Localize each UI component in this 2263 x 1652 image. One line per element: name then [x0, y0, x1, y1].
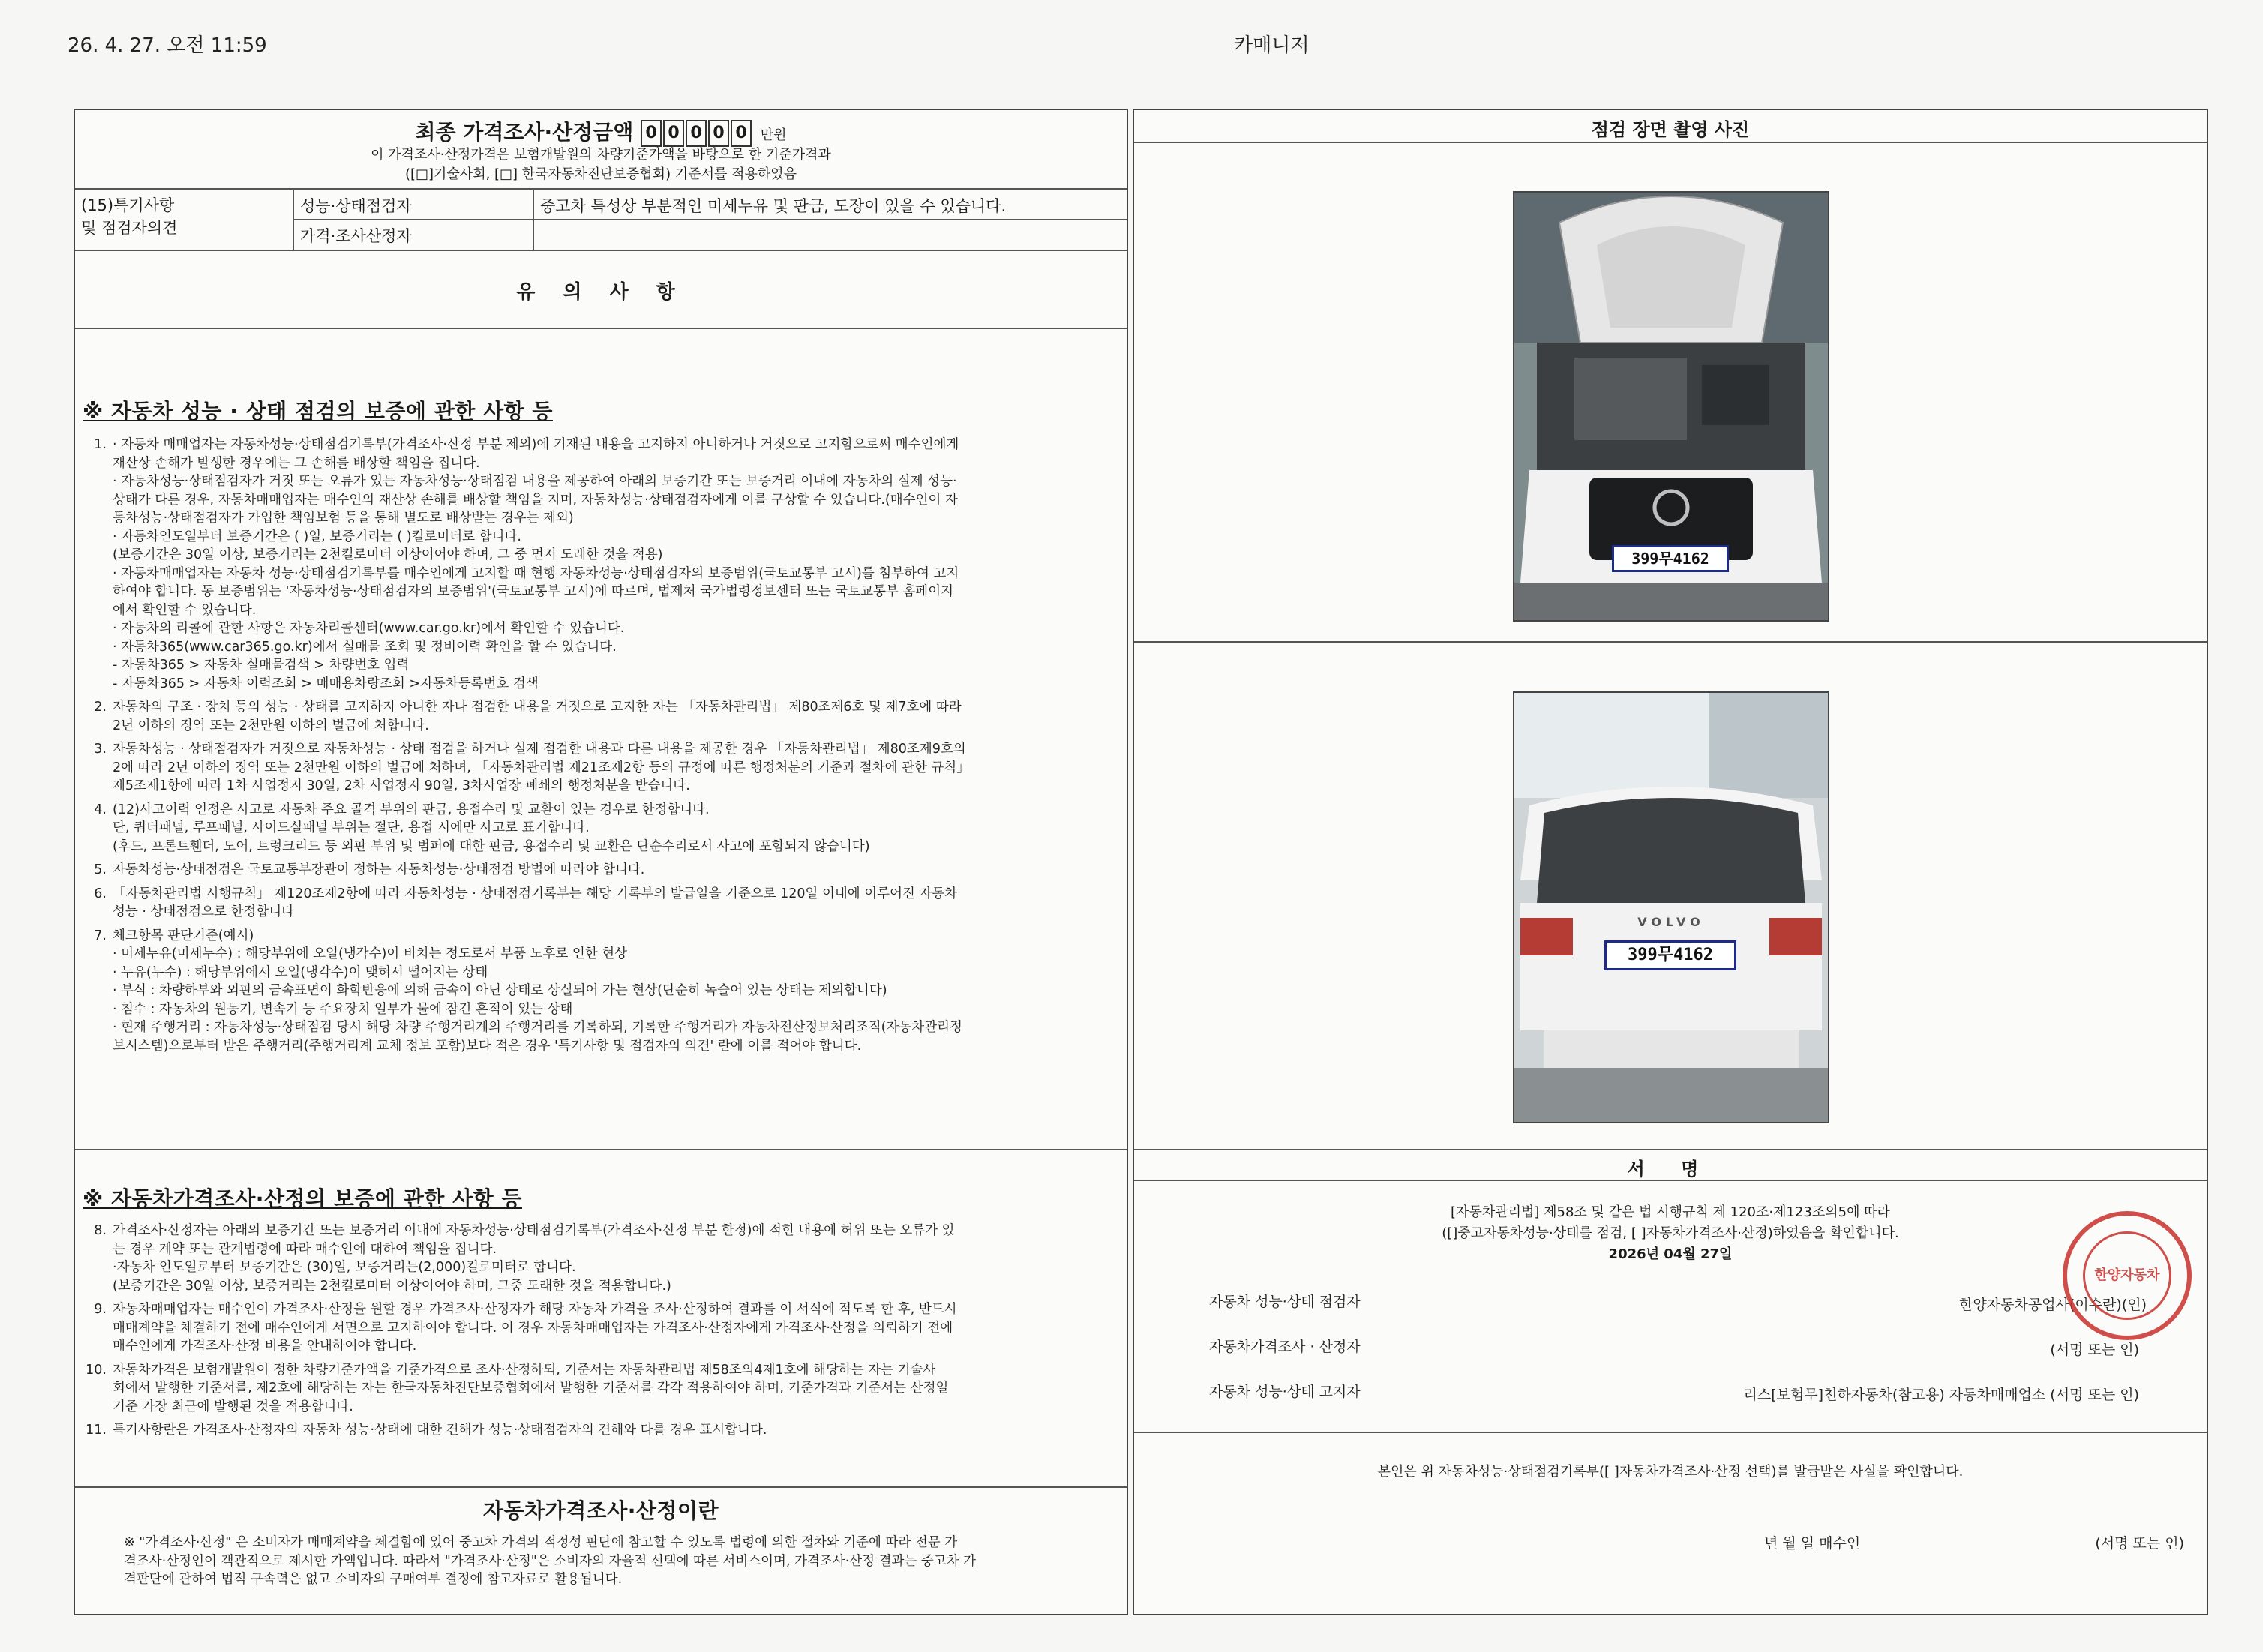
- special-remarks-label: (15)특기사항 및 점검자의견: [81, 196, 178, 237]
- notice-line: 기준 가장 최근에 발행된 것을 적용합니다.: [113, 1399, 353, 1414]
- notice-item-number: 9.: [94, 1302, 107, 1317]
- notice-line: 동차성능·상태점검자가 가입한 책임보험 등을 통해 별도로 배상받는 경우는 제외): [113, 511, 574, 526]
- notice-line: 회에서 발행한 기준서를, 제2호에 해당하는 자는 한국자동차진단보증협회에서 발행한 기준서를 각각 적용하여야 하며, 기준가격과 기준서는 산정일: [113, 1381, 949, 1396]
- notice-item-number: 2.: [94, 700, 107, 715]
- notice-line: · 자동차인도일부터 보증기간은 ( )일, 보증거리는 ( )킬로미터로 합니다.: [113, 529, 521, 544]
- notice-line: 상태가 다른 경우, 자동차매매업자는 매수인의 재산상 손해를 배상할 책임을 지며, 자동차성능·상태점검자에게 이를 구상할 수 있습니다.(매수인이 자: [113, 492, 958, 508]
- price-digit-box: 0: [663, 120, 684, 147]
- photo-section-title: 점검 장면 촬영 사진: [1591, 119, 1750, 140]
- price-digit-box: 0: [708, 120, 729, 147]
- notice-line: · 자동차 매매업자는 자동차성능·상태점검기록부(가격조사·산정 부분 제외)에 기재된 내용을 고지하지 아니하거나 거짓으로 고지함으로써 매수인에게: [113, 437, 959, 452]
- notifier-sign-label: 자동차 성능·상태 고지자: [1209, 1384, 1361, 1400]
- rear-license-plate: 399무4162: [1604, 940, 1736, 970]
- notice-item-number: 7.: [94, 928, 107, 943]
- final-price-unit: 만원: [760, 127, 787, 143]
- notice-line: (보증기간은 30일 이상, 보증거리는 2천킬로미터 이상이어야 하며, 그 중 먼저 도래한 것을 적용): [113, 547, 663, 562]
- notice-line: ·자동차 인도일로부터 보증기간은 (30)일, 보증거리는(2,000)킬로미터로 합니다.: [113, 1260, 576, 1275]
- rear-badge-text: VOLVO: [1637, 915, 1705, 929]
- notice-item-number: 6.: [94, 886, 107, 901]
- notice-line: 매수인에게 가격조사·산정 비용을 안내하여야 합니다.: [113, 1339, 417, 1354]
- site-title: 카매니저: [1234, 34, 1310, 57]
- law-line1: [자동차관리법] 제58조 및 같은 법 시행규칙 제 120조·제123조의5에 따라: [1451, 1204, 1890, 1220]
- notice-line: 재산상 손해가 발생한 경우에는 그 손해를 배상할 책임을 집니다.: [113, 455, 480, 471]
- section3-text: [124, 1534, 1097, 1589]
- price-digit-box: 0: [641, 120, 662, 147]
- notice-line: (보증기간은 30일 이상, 보증거리는 2천킬로미터 이상이어야 하며, 그중 도래한 것을 적용합니다.): [113, 1278, 671, 1294]
- section3-line: ※ "가격조사·산정" 은 소비자가 매매계약을 체결함에 있어 중고차 가격의 적정성 판단에 참고할 수 있도록 법령에 의한 절차와 기준에 따라 전문 가: [124, 1535, 958, 1550]
- notice-line: 성능 · 상태점검으로 한정합니다: [113, 904, 295, 919]
- front-engine-photo: [1513, 191, 1829, 622]
- notice-line: 하여야 합니다. 동 보증범위는 '자동차성능·상태점검자의 보증범위'(국토교통부 고시)에 따르며, 법제처 국가법령정보센터 또는 국토교통부 홈페이지: [113, 584, 954, 599]
- notice-line: · 침수 : 자동차의 원동기, 변속기 등 주요장치 일부가 물에 잠긴 흔적이 있는 상태: [113, 1001, 573, 1017]
- section3-line: 격조사·산정인이 객관적으로 제시한 가액입니다. 따라서 "가격조사·산정"은 소비자의 자율적 선택에 따른 서비스이며, 가격조사·산정 결과는 중고차 가: [124, 1553, 977, 1569]
- notice-item-number: 5.: [94, 862, 107, 877]
- notice-line: 2년 이하의 징역 또는 2천만원 이하의 벌금에 처합니다.: [113, 718, 429, 733]
- buyer-date-label: 년 월 일 매수인: [1764, 1535, 1861, 1552]
- law-line2: ([]중고자동차성능·상태를 점검, [ ]자동차가격조사·산정)하였음을 확인합니다.: [1442, 1225, 1899, 1241]
- section3-heading: 자동차가격조사·산정이란: [482, 1498, 719, 1523]
- notice-line: · 미세누유(미세누수) : 해당부위에 오일(냉각수)이 비치는 정도로서 부품 노후로 인한 현상: [113, 946, 628, 961]
- notice-line: · 부식 : 차량하부와 외판의 금속표면이 화학반응에 의해 금속이 아닌 상태로 상실되어 가는 현상(단순히 녹슬어 있는 상태는 제외합니다): [113, 983, 887, 998]
- notice-line: (12)사고이력 인정은 사고로 자동차 주요 골격 부위의 판금, 용접수리 및 교환이 있는 경우로 한정합니다.: [113, 802, 710, 817]
- notice-line: 자동차의 구조 · 장치 등의 성능 · 상태를 고지하지 아니한 자나 점검한 내용을 거짓으로 고지한 자는 「자동차관리법」 제80조제6호 및 제7호에 따라: [113, 700, 962, 715]
- inspector-remark: 중고차 특성상 부분적인 미세누유 및 판금, 도장이 있을 수 있습니다.: [540, 197, 1007, 215]
- price-assessor-sign-label: 자동차가격조사 · 산정자: [1209, 1339, 1361, 1355]
- notifier-sign-value: 리스[보험무]천하자동차(참고용) 자동차매매업소 (서명 또는 인): [1743, 1387, 2139, 1403]
- notice-line: 는 경우 계약 또는 관계법령에 따라 매수인에 대하여 책임을 집니다.: [113, 1241, 497, 1257]
- final-price-label: 최종 가격조사·산정금액: [415, 120, 634, 145]
- notice-item-number: 10.: [86, 1362, 107, 1378]
- notice-line: 체크항목 판단기준(예시): [113, 928, 254, 943]
- notice-line: · 자동차의 리콜에 관한 사항은 자동차리콜센터(www.car.go.kr)에서 확인할 수 있습니다.: [113, 621, 625, 636]
- notice-line: · 누유(누수) : 해당부위에서 오일(냉각수)이 맺혀서 떨어지는 상태: [113, 964, 488, 980]
- seal-inner: [2083, 1231, 2171, 1320]
- price-assessor-sign-value: (서명 또는 인): [2050, 1342, 2139, 1358]
- notice-line: 2에 따라 2년 이하의 징역 또는 2천만원 이하의 벌금에 처하며, 「자동차관리법 제21조제2항 등의 규정에 따른 행정처분의 기준과 절차에 관한 규칙」: [113, 760, 970, 775]
- notice-item-number: 1.: [94, 437, 107, 452]
- notice-line: 제5조제1항에 따라 1차 사업정지 30일, 2차 사업정지 90일, 3차사업장 폐쇄의 행정처분을 받습니다.: [113, 778, 690, 793]
- notice-line: 보시스템)으로부터 받은 주행거리(주행거리계 교체 정보 포함)보다 적은 경우 '특기사항 및 점검자의 의견' 란에 이를 적어야 합니다.: [113, 1038, 862, 1054]
- inspector-sign-label: 자동차 성능·상태 점검자: [1209, 1294, 1361, 1310]
- price-basis-line1: 이 가격조사·산정가격은 보험개발원의 차량기준가액을 바탕으로 한 기준가격과: [371, 147, 831, 163]
- price-basis-line2: ([□]기술사회, [□] 한국자동차진단보증협회) 기준서를 적용하였음: [404, 166, 797, 182]
- notice-line: 에서 확인할 수 있습니다.: [113, 602, 257, 618]
- right-panel: [1133, 109, 2208, 1615]
- section1-heading: ※ 자동차 성능 · 상태 점검의 보증에 관한 사항 등: [83, 399, 553, 424]
- notice-line: · 현재 주행거리 : 자동차성능·상태점검 당시 해당 차량 주행거리계의 주행거리를 기록하되, 기록한 주행거리가 자동차전산정보처리조직(자동차관리정: [113, 1020, 962, 1035]
- final-price-digits: [641, 120, 761, 145]
- notice-line: 가격조사·산정자는 아래의 보증기간 또는 보증거리 이내에 자동차성능·상태점검기록부(가격조사·산정 부분 한정)에 적힌 내용에 허위 또는 오류가 있: [113, 1223, 955, 1238]
- sign-date: 2026년 04월 27일: [1608, 1246, 1733, 1262]
- notice-line: 자동차매매업자는 매수인이 가격조사·산정을 원할 경우 가격조사·산정자가 해당 자동차 가격을 조사·산정하여 결과를 이 서식에 적도록 한 후, 반드시: [113, 1302, 957, 1317]
- company-seal: [2063, 1211, 2192, 1340]
- notice-item-number: 4.: [94, 802, 107, 817]
- notice-title: 유 의 사 항: [516, 281, 686, 304]
- price-digit-box: 0: [686, 120, 707, 147]
- buyer-sign-value: (서명 또는 인): [2095, 1535, 2184, 1552]
- notice-line: · 자동차성능·상태점검자가 거짓 또는 오류가 있는 자동차성능·상태점검 내용을 제공하여 아래의 보증기간 또는 보증거리 이내에 자동차의 실제 성능·: [113, 474, 957, 489]
- notice-line: · 자동차365(www.car365.go.kr)에서 실매물 조회 및 정비이력 확인을 할 수 있습니다.: [113, 639, 617, 655]
- print-datetime: 26. 4. 27. 오전 11:59: [68, 34, 267, 57]
- notice-line: (후드, 프론트휀더, 도어, 트렁크리드 등 외판 부위 및 범퍼에 대한 판금, 용접수리 및 교환은 단순수리로서 사고에 포함되지 않습니다): [113, 838, 870, 854]
- price-digit-box: 0: [731, 120, 752, 147]
- notice-line: 단, 쿼터패널, 루프패널, 사이드실패널 부위는 절단, 용접 시에만 사고로 표기합니다.: [113, 820, 590, 835]
- signature-section-title: 서 명: [1627, 1159, 1714, 1180]
- notice-line: - 자동차365 > 자동차 실매물검색 > 차량번호 입력: [113, 658, 410, 673]
- notice-item-number: 3.: [94, 742, 107, 757]
- receipt-confirmation: 본인은 위 자동차성능·상태점검기록부([ ]자동차가격조사·산정 선택)를 발급받은 사실을 확인합니다.: [1377, 1464, 1964, 1480]
- inspector-sign-value: 한양자동차공업사(이수란)(인): [1959, 1297, 2147, 1313]
- notice-line: 매매계약을 체결하기 전에 매수인에게 서면으로 고지하여야 합니다. 이 경우 자동차매매업자는 가격조사·산정자에게 가격조사·산정을 의뢰하기 전에: [113, 1320, 953, 1336]
- seal-text: 한양자동차: [2094, 1267, 2160, 1284]
- notice-line: · 자동차매매업자는 자동차 성능·상태점검기록부를 매수인에게 고지할 때 현행 자동차성능·상태점검자의 보증범위(국토교통부 고시)를 첨부하여 고지: [113, 565, 959, 581]
- notice-line: - 자동차365 > 자동차 이력조회 > 매매용차량조회 >자동차등록번호 검색: [113, 676, 539, 691]
- section3-line: 격판단에 관하여 법적 구속력은 없고 소비자의 구매여부 결정에 참고자료로 활용됩니다.: [124, 1572, 623, 1587]
- price-assessor-label: 가격·조사산정자: [300, 227, 412, 245]
- notice-line: 「자동차관리법 시행규칙」 제120조제2항에 따라 자동차성능 · 상태점검기록부는 해당 기록부의 발급일을 기준으로 120일 이내에 이루어진 자동차: [113, 886, 958, 901]
- left-panel: [74, 109, 1128, 1615]
- notice-item-number: 11.: [86, 1423, 107, 1438]
- rear-photo: [1513, 691, 1829, 1123]
- notice-line: 자동차성능 · 상태점검자가 거짓으로 자동차성능 · 상태 점검을 하거나 실제 점검한 내용과 다른 내용을 제공한 경우 「자동차관리법」 제80조제9호의: [113, 742, 966, 757]
- final-price-row: [75, 116, 1127, 147]
- notice-line: 자동차성능·상태점검은 국토교통부장관이 정하는 자동차성능·상태점검 방법에 따라야 합니다.: [113, 862, 645, 877]
- notice-line: 특기사항란은 가격조사·산정자의 자동차 성능·상태에 대한 견해가 성능·상태점검자의 견해와 다를 경우 표시합니다.: [113, 1423, 767, 1438]
- section2-heading: ※ 자동차가격조사·산정의 보증에 관한 사항 등: [83, 1186, 522, 1211]
- notice-line: 자동차가격은 보험개발원이 정한 차량기준가액을 기준가격으로 조사·산정하되, 기준서는 자동차관리법 제58조의4제1호에 해당하는 자는 기술사: [113, 1362, 936, 1378]
- inspector-label: 성능·상태점검자: [300, 197, 412, 215]
- front-license-plate: 399무4162: [1612, 545, 1729, 572]
- notice-item-number: 8.: [94, 1223, 107, 1238]
